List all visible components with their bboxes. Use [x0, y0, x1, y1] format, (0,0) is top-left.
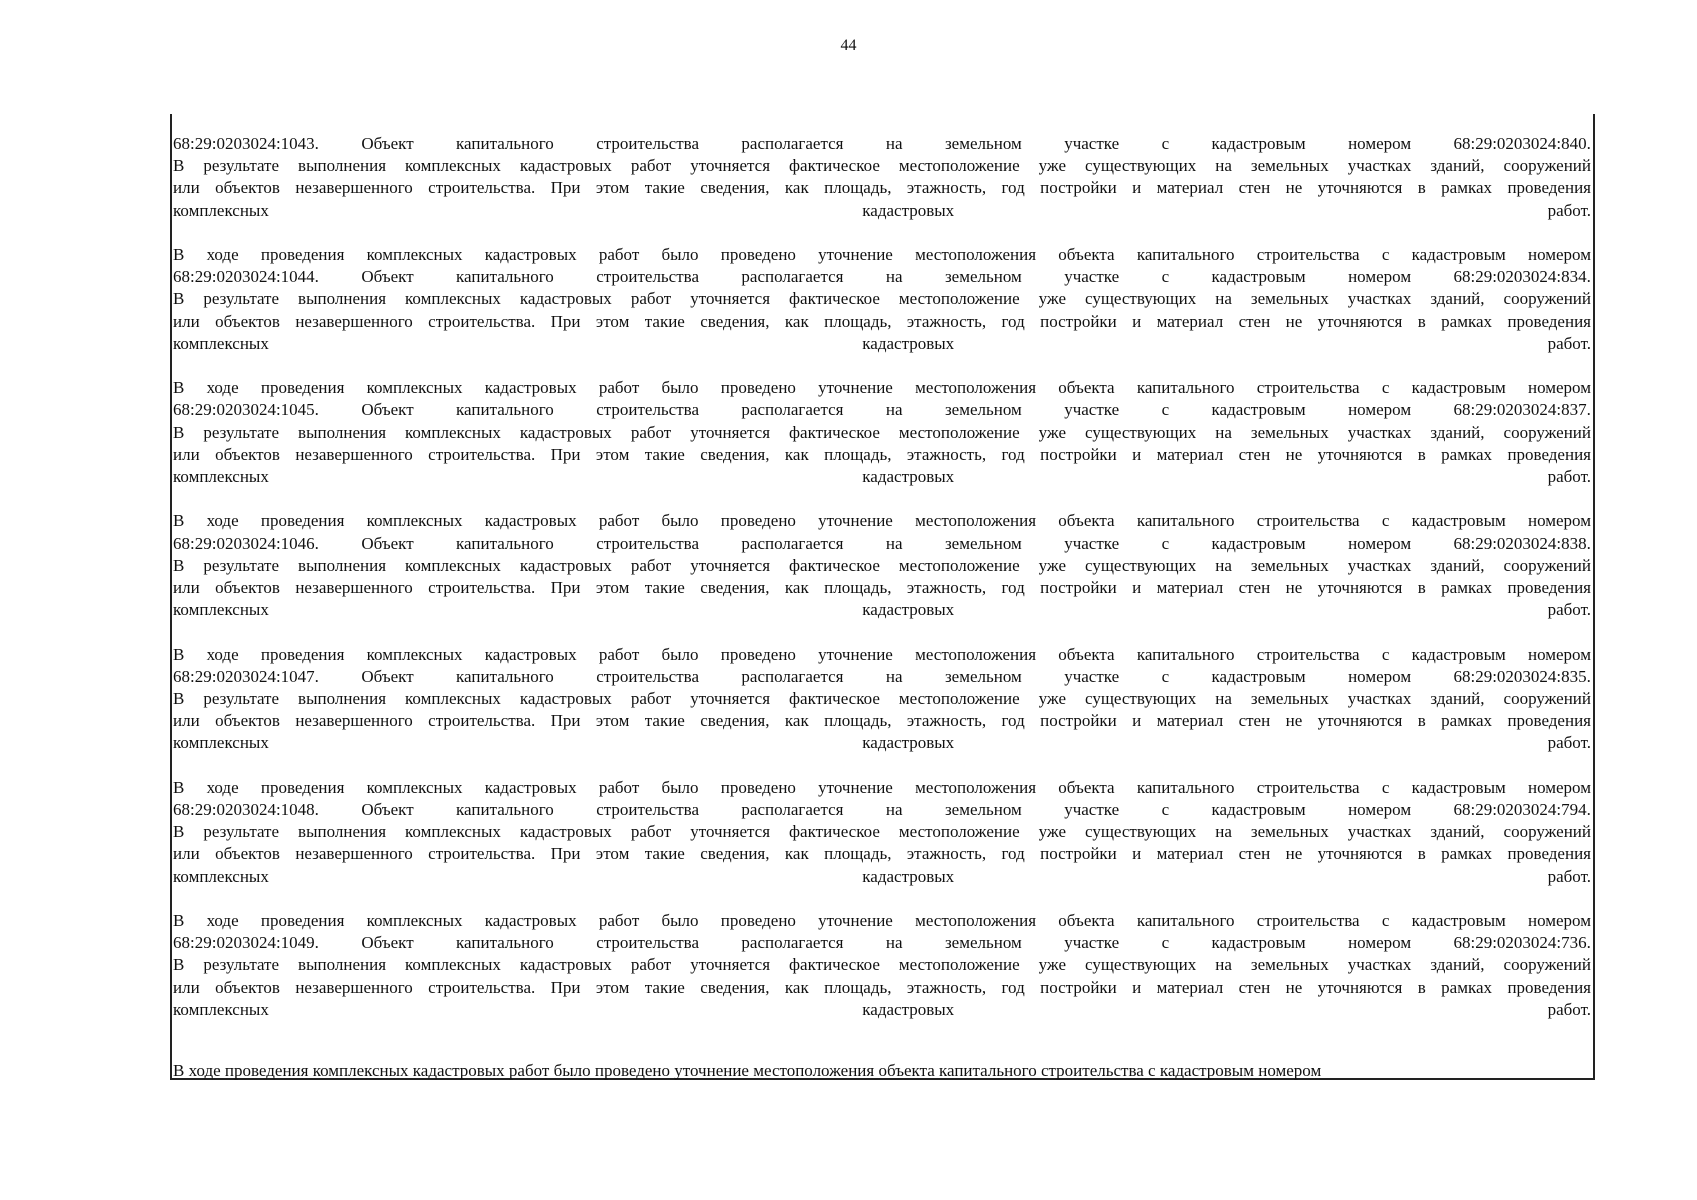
object-line-word: кадастровым — [1211, 400, 1306, 420]
paragraph-gap — [173, 755, 1591, 777]
object-line-word: капитального — [456, 533, 554, 553]
cadastral-paragraph — [173, 510, 1591, 621]
paragraph-gap — [173, 888, 1591, 910]
page-number: 44 — [840, 37, 857, 54]
object-line-word: строительства — [596, 400, 700, 420]
object-line-word: номером — [1348, 666, 1412, 686]
closing-word: работ. — [1547, 467, 1591, 487]
object-line-word: участке — [1064, 666, 1120, 686]
clarify-line: или объектов незавершенного строительства. При этом такие сведения, как площадь, этажность, год постройки и материал стен не уточняются в рамках проведения — [173, 178, 1591, 198]
paragraph-gap — [173, 488, 1591, 510]
object-line-word: участке — [1064, 933, 1120, 953]
object-line-word: номером — [1348, 400, 1412, 420]
land-cadastral-number: 68:29:0203024:834. — [1453, 267, 1591, 287]
closing-line — [173, 732, 1591, 754]
object-cadastral-number: 68:29:0203024:1049. — [173, 933, 319, 953]
object-line-word: располагается — [741, 666, 844, 686]
object-line-word: участке — [1064, 533, 1120, 553]
cadastral-paragraph — [173, 644, 1591, 755]
clarify-line: или объектов незавершенного строительства. При этом такие сведения, как площадь, этажность, год постройки и материал стен не уточняются в рамках проведения — [173, 844, 1591, 864]
object-line-word: с — [1161, 267, 1170, 287]
closing-word: работ. — [1547, 200, 1591, 220]
result-line: В результате выполнения комплексных кадастровых работ уточняется фактическое местоположение уже существующих на земельных участках зданий, сооружений — [173, 289, 1591, 309]
land-cadastral-number: 68:29:0203024:835. — [1453, 666, 1591, 686]
intro-line: В ходе проведения комплексных кадастровых работ было проведено уточнение местоположения объекта капитального строительства с кадастровым номером — [173, 511, 1591, 531]
paragraph-gap — [173, 222, 1591, 244]
object-line-word: капитального — [456, 666, 554, 686]
intro-line: В ходе проведения комплексных кадастровых работ было проведено уточнение местоположения объекта капитального строительства с кадастровым номером — [173, 911, 1591, 931]
object-line-word: Объект — [361, 134, 414, 153]
object-line-word: на — [885, 533, 903, 553]
object-line-word: на — [885, 800, 903, 820]
object-line-word: строительства — [596, 933, 700, 953]
closing-line — [173, 333, 1591, 355]
object-line-word: земельном — [944, 134, 1022, 153]
object-line — [173, 399, 1591, 421]
object-line-word: располагается — [741, 933, 844, 953]
result-line: В результате выполнения комплексных кадастровых работ уточняется фактическое местоположение уже существующих на земельных участках зданий, сооружений — [173, 689, 1591, 709]
closing-word: кадастровых — [862, 333, 955, 353]
clarify-line: или объектов незавершенного строительства. При этом такие сведения, как площадь, этажность, год постройки и материал стен не уточняются в рамках проведения — [173, 578, 1591, 598]
object-line-word: капитального — [456, 134, 554, 153]
object-line-word: кадастровым — [1211, 666, 1306, 686]
object-line-word: кадастровым — [1211, 134, 1306, 153]
land-cadastral-number: 68:29:0203024:794. — [1453, 800, 1591, 820]
result-line: В результате выполнения комплексных кадастровых работ уточняется фактическое местоположение уже существующих на земельных участках зданий, сооружений — [173, 422, 1591, 442]
object-line-word: капитального — [456, 400, 554, 420]
closing-word: кадастровых — [862, 733, 955, 753]
object-line-word: номером — [1348, 933, 1412, 953]
object-line-word: на — [885, 666, 903, 686]
intro-line: В ходе проведения комплексных кадастровых работ было проведено уточнение местоположения объекта капитального строительства с кадастровым номером — [173, 644, 1591, 664]
object-line-word: номером — [1348, 533, 1412, 553]
object-line-word: участке — [1064, 400, 1120, 420]
object-line — [173, 533, 1591, 555]
closing-word: комплексных — [173, 200, 269, 220]
closing-word: кадастровых — [862, 200, 955, 220]
object-line-word: с — [1161, 800, 1170, 820]
cadastral-paragraph — [173, 133, 1591, 222]
object-line-word: капитального — [456, 800, 554, 820]
object-line-word: с — [1161, 400, 1170, 420]
closing-word: кадастровых — [862, 467, 955, 487]
closing-word: работ. — [1547, 866, 1591, 886]
result-line: В результате выполнения комплексных кадастровых работ уточняется фактическое местоположение уже существующих на земельных участках зданий, сооружений — [173, 822, 1591, 842]
object-cadastral-number: 68:29:0203024:1043. — [173, 134, 319, 153]
object-line-word: располагается — [741, 800, 844, 820]
closing-word: комплексных — [173, 333, 269, 353]
intro-line: В ходе проведения комплексных кадастровых работ было проведено уточнение местоположения объекта капитального строительства с кадастровым номером — [173, 777, 1591, 797]
object-cadastral-number: 68:29:0203024:1044. — [173, 267, 319, 287]
object-line-word: на — [885, 267, 903, 287]
intro-line: В ходе проведения комплексных кадастровых работ было проведено уточнение местоположения объекта капитального строительства с кадастровым номером — [173, 245, 1591, 264]
object-line-word: Объект — [361, 267, 414, 287]
closing-line — [173, 866, 1591, 888]
paragraph-gap — [173, 355, 1591, 377]
cadastral-paragraph — [173, 910, 1591, 1021]
land-cadastral-number: 68:29:0203024:837. — [1453, 400, 1591, 420]
result-line: В результате выполнения комплексных кадастровых работ уточняется фактическое местоположение уже существующих на земельных участках зданий, сооружений — [173, 555, 1591, 575]
object-line-word: располагается — [741, 267, 844, 287]
object-line-word: земельном — [944, 800, 1022, 820]
closing-word: кадастровых — [862, 600, 955, 620]
object-line-word: земельном — [944, 933, 1022, 953]
document-body — [173, 133, 1591, 1099]
object-line-word: с — [1161, 134, 1170, 153]
final-intro-line: В ходе проведения комплексных кадастровых работ было проведено уточнение местоположения объекта капитального строительства с кадастровым номером — [173, 1061, 1322, 1081]
cadastral-paragraph — [173, 244, 1591, 355]
cadastral-paragraph — [173, 777, 1591, 888]
land-cadastral-number: 68:29:0203024:840. — [1453, 134, 1591, 153]
object-line-word: строительства — [596, 800, 700, 820]
closing-word: кадастровых — [862, 866, 955, 886]
object-line-word: земельном — [944, 666, 1022, 686]
object-line-word: располагается — [741, 400, 844, 420]
object-line-word: земельном — [944, 400, 1022, 420]
object-line-word: на — [885, 933, 903, 953]
object-line — [173, 666, 1591, 688]
result-line: В результате выполнения комплексных кадастровых работ уточняется фактическое местоположение уже существующих на земельных участках зданий, сооружений — [173, 156, 1591, 176]
object-line-word: на — [885, 134, 903, 153]
object-line-word: Объект — [361, 533, 414, 553]
closing-line — [173, 599, 1591, 621]
clarify-line: или объектов незавершенного строительства. При этом такие сведения, как площадь, этажность, год постройки и материал стен не уточняются в рамках проведения — [173, 444, 1591, 464]
object-line-word: капитального — [456, 267, 554, 287]
object-line-word: участке — [1064, 134, 1120, 153]
object-line-word: строительства — [596, 533, 700, 553]
clarify-line: или объектов незавершенного строительства. При этом такие сведения, как площадь, этажность, год постройки и материал стен не уточняются в рамках проведения — [173, 311, 1591, 331]
land-cadastral-number: 68:29:0203024:838. — [1453, 533, 1591, 553]
object-cadastral-number: 68:29:0203024:1045. — [173, 400, 319, 420]
closing-word: работ. — [1547, 600, 1591, 620]
closing-word: работ. — [1547, 999, 1591, 1019]
object-cadastral-number: 68:29:0203024:1047. — [173, 666, 319, 686]
closing-word: комплексных — [173, 600, 269, 620]
object-line-word: с — [1161, 533, 1170, 553]
closing-word: кадастровых — [862, 999, 955, 1019]
object-line-word: земельном — [944, 267, 1022, 287]
object-line-word: участке — [1064, 800, 1120, 820]
closing-word: комплексных — [173, 467, 269, 487]
object-line — [173, 799, 1591, 821]
object-line-word: кадастровым — [1211, 267, 1306, 287]
paragraph-gap — [173, 1021, 1591, 1043]
cadastral-paragraph — [173, 377, 1591, 488]
object-line-word: Объект — [361, 933, 414, 953]
clarify-line: или объектов незавершенного строительства. При этом такие сведения, как площадь, этажность, год постройки и материал стен не уточняются в рамках проведения — [173, 711, 1591, 731]
result-line: В результате выполнения комплексных кадастровых работ уточняется фактическое местоположение уже существующих на земельных участках зданий, сооружений — [173, 955, 1591, 975]
object-line-word: Объект — [361, 800, 414, 820]
object-cadastral-number: 68:29:0203024:1048. — [173, 800, 319, 820]
closing-word: работ. — [1547, 733, 1591, 753]
object-line-word: Объект — [361, 666, 414, 686]
paragraph-gap — [173, 621, 1591, 643]
object-line-word: строительства — [596, 134, 700, 153]
object-line-word: номером — [1348, 267, 1412, 287]
closing-word: комплексных — [173, 733, 269, 753]
intro-line: В ходе проведения комплексных кадастровых работ было проведено уточнение местоположения объекта капитального строительства с кадастровым номером — [173, 378, 1591, 398]
object-line-word: располагается — [741, 533, 844, 553]
closing-word: комплексных — [173, 866, 269, 886]
object-line-word: строительства — [596, 267, 700, 287]
closing-line — [173, 999, 1591, 1021]
land-cadastral-number: 68:29:0203024:736. — [1453, 933, 1591, 953]
object-line-word: на — [885, 400, 903, 420]
closing-line — [173, 466, 1591, 488]
object-line-word: кадастровым — [1211, 933, 1306, 953]
object-line-word: располагается — [741, 134, 844, 153]
object-line-word: номером — [1348, 134, 1412, 153]
object-line — [173, 266, 1591, 288]
object-line-word: капитального — [456, 933, 554, 953]
object-line-word: Объект — [361, 400, 414, 420]
object-line — [173, 932, 1591, 954]
object-line-word: земельном — [944, 533, 1022, 553]
closing-word: комплексных — [173, 999, 269, 1019]
closing-word: работ. — [1547, 333, 1591, 353]
clarify-line: или объектов незавершенного строительства. При этом такие сведения, как площадь, этажность, год постройки и материал стен не уточняются в рамках проведения — [173, 977, 1591, 997]
object-cadastral-number: 68:29:0203024:1046. — [173, 533, 319, 553]
object-line-word: участке — [1064, 267, 1120, 287]
object-line — [173, 133, 1591, 155]
closing-line — [173, 200, 1591, 222]
object-line-word: номером — [1348, 800, 1412, 820]
object-line-word: кадастровым — [1211, 533, 1306, 553]
object-line-word: строительства — [596, 666, 700, 686]
object-line-word: с — [1161, 666, 1170, 686]
object-line-word: с — [1161, 933, 1170, 953]
object-line-word: кадастровым — [1211, 800, 1306, 820]
